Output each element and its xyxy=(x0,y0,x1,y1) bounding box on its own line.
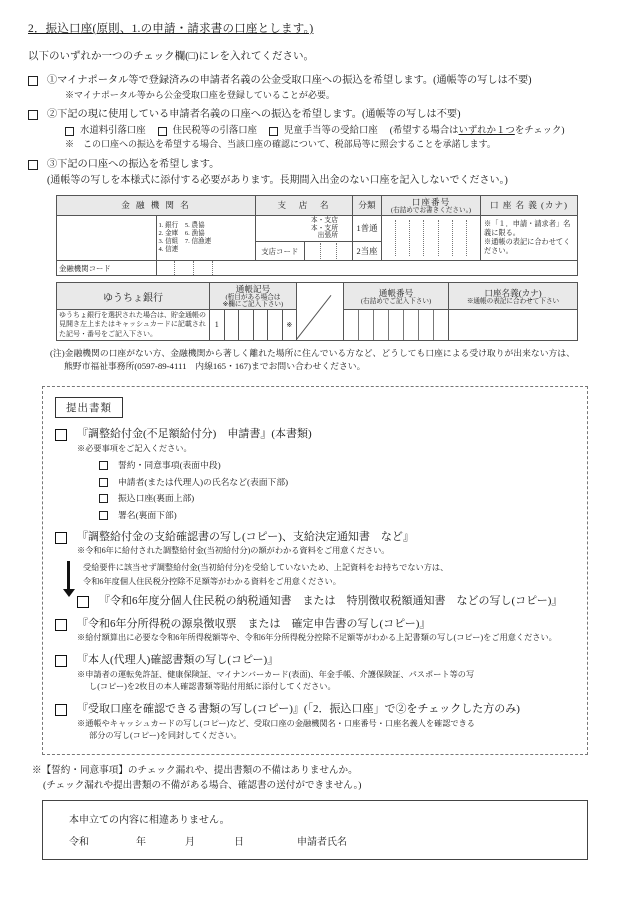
checkbox-signature[interactable] xyxy=(99,511,108,520)
footnote xyxy=(50,347,602,373)
header-institution-name: 金 融 機 関 名 xyxy=(57,195,256,215)
doc-3-title: 『令和6年分所得税の源泉徴収票 または 確定申告書の写し(コピー)』 xyxy=(77,618,431,631)
doc-item-application-form xyxy=(55,427,575,454)
option-3-row xyxy=(28,158,602,188)
yucho-number-label: 通帳番号 xyxy=(378,287,414,298)
doc-3-body xyxy=(77,617,557,644)
option-2-note: ※ この口座への振込を希望する場合、当該口座の確認について、税部局等に照会することを承諾します。 xyxy=(65,139,496,150)
kind-3: 3. 信組 xyxy=(158,237,179,245)
checkbox-doc-payment-confirmation[interactable] xyxy=(55,532,67,544)
choice-label-water: 水道料引落口座 xyxy=(80,125,146,136)
doc-4-body xyxy=(77,653,474,693)
doc-1-subitem-label-3: 署名(裏面下部) xyxy=(118,509,177,520)
yucho-symbol-header xyxy=(210,283,297,310)
submit-documents-tag: 提出書類 xyxy=(55,397,123,418)
header-branch-name: 支 店 名 xyxy=(256,195,353,215)
doc-1-subitem-pledge xyxy=(89,458,575,471)
down-arrow-icon xyxy=(63,561,75,589)
declaration-era: 令和 xyxy=(69,837,89,849)
yucho-symbol-digit-1[interactable] xyxy=(224,309,239,340)
doc-item-residence-tax-notice xyxy=(77,594,575,608)
option-1-body xyxy=(47,74,532,101)
bank-table-body-row-1 xyxy=(57,215,578,241)
header-account-number xyxy=(382,195,481,215)
declaration-day[interactable]: 日 xyxy=(234,837,244,849)
doc-item-identity-verification xyxy=(55,653,575,693)
declaration-applicant-name-label: 申請者氏名 xyxy=(297,837,347,849)
yucho-symbol-digit-2[interactable] xyxy=(239,309,254,340)
option-2-body xyxy=(47,108,565,151)
doc-4-note-2: し(コピー)を2枚目の本人確認書類等貼付用紙に添付してください。 xyxy=(89,682,336,692)
choice-tail-emphasis: いずれか１つ xyxy=(458,125,515,136)
choice-tail-suffix: をチェック) xyxy=(514,125,565,136)
doc-1-body xyxy=(77,427,312,454)
doc-2-arrow-note-1: 受給要件に該当せず調整給付金(当初給付分)を受給していないため、上記資料をお持ちでない方は、 xyxy=(83,562,449,572)
branch-code-label: 支店コード xyxy=(256,242,305,261)
kind-4: 4. 信連 xyxy=(158,245,179,253)
doc-item-payment-confirmation xyxy=(55,530,575,557)
checkbox-water-bill-account[interactable] xyxy=(65,127,74,136)
yucho-bank-name: ゆうちょ銀行 xyxy=(57,283,210,310)
checkbox-doc-receiving-account-proof[interactable] xyxy=(55,704,67,716)
header-account-number-label: 口座番号 xyxy=(411,196,451,207)
yucho-bank-note-text: ゆうちょ銀行を選択された場合は、貯金通帳の見開き左上またはキャッシュカードに記載された記号・番号をご記入下さい。 xyxy=(59,311,206,338)
checkbox-option-3[interactable] xyxy=(28,160,38,170)
yucho-number-header xyxy=(344,283,449,310)
option-3-body xyxy=(47,158,508,188)
account-holder-input[interactable] xyxy=(481,215,578,260)
option-1-label: ①マイナポータル等で登録済みの申請者名義の公金受取口座への振込を希望します。(通帳等の写しは不要) xyxy=(47,75,532,86)
yucho-name-header xyxy=(449,283,578,310)
footnote-line-1: (注)金融機関の口座がない方、金融機関から著しく離れた場所に住んでいる方など、どうしても口座による受け取りが出来ない方は、 xyxy=(50,347,575,358)
yucho-symbol-label: 通帳記号 xyxy=(235,284,271,295)
doc-2-arrow-doc-body xyxy=(99,594,562,608)
doc-5-note-1: ※通帳やキャッシュカードの写し(コピー)など、受取口座の金融機関名・口座番号・口座名義人を確認できる xyxy=(77,718,475,728)
account-holder-note-1: ※「１．申請・請求者」名義に限る。 xyxy=(484,219,571,237)
yucho-holder-input[interactable] xyxy=(449,309,578,340)
doc-2-arrow-doc-title: 『令和6年度分個人住民税の納税通知書 または 特別徴収税額通知書 などの写し(コピー)』 xyxy=(99,594,563,607)
checkbox-child-allowance-account[interactable] xyxy=(269,127,278,136)
doc-1-subitem-applicant-name xyxy=(89,475,575,488)
choice-label-child-allowance: 児童手当等の受給口座 xyxy=(284,125,378,136)
doc-1-subitem-transfer-account xyxy=(89,491,575,504)
kind-list-body xyxy=(157,221,256,255)
doc-4-title: 『本人(代理人)確認書類の写し(コピー)』 xyxy=(77,654,279,667)
checkbox-doc-residence-tax-notice[interactable] xyxy=(77,596,89,608)
doc-2-note: ※令和6年に給付された調整給付金(当初給付分)の額がわかる資料をご用意ください。 xyxy=(77,545,390,555)
section-title: 2．振込口座(原則、1.の申請・請求書の口座とします。) xyxy=(28,23,314,35)
kind-6: 6. 漁協 xyxy=(184,229,205,237)
bank-table-header-row xyxy=(57,195,578,215)
account-holder-notes xyxy=(481,218,577,258)
checkbox-resident-tax-account[interactable] xyxy=(158,127,167,136)
doc-1-note: ※必要事項をご記入ください。 xyxy=(77,443,192,453)
section-lead: 以下のいずれか一つのチェック欄(□)にレを入れてください。 xyxy=(28,51,315,62)
option-2-label: ②下記の現に使用している申請者名義の口座への振込を希望します。(通帳等の写しは不要) xyxy=(47,108,461,120)
checkbox-doc-application-form[interactable] xyxy=(55,429,67,441)
account-kind-touza[interactable]: 2当座 xyxy=(353,242,382,261)
doc-1-subitem-label-1: 申請者(または代理人)の氏名など(表面下部) xyxy=(118,476,289,487)
branch-type-3: 出張所 xyxy=(317,232,338,240)
account-kind-futsu[interactable]: 1普通 xyxy=(353,215,382,241)
declaration-text: 本申立ての内容に相違ありません。 xyxy=(69,815,230,827)
doc-2-title: 『調整給付金の支給確認書の写し(コピー)、支給決定通知書 など』 xyxy=(77,530,414,543)
header-account-number-note: (右詰めでお書きください。) xyxy=(390,206,472,214)
kind-1: 1. 銀行 xyxy=(158,221,179,229)
warning-line-2: (チェック漏れや提出書類の不備がある場合、確認書の送付ができません。) xyxy=(43,779,362,791)
checkbox-pledge-consent[interactable] xyxy=(99,461,108,470)
branch-code-input[interactable] xyxy=(304,242,353,261)
yucho-bank-note xyxy=(57,309,210,340)
yucho-number-note: (右詰めでご記入下さい) xyxy=(360,297,432,305)
yucho-symbol-prefix: 1 xyxy=(210,309,225,340)
option-1-row xyxy=(28,74,602,101)
option-2-choices xyxy=(65,125,565,138)
institution-kind-list xyxy=(156,215,256,260)
yucho-bank-table xyxy=(56,282,578,341)
branch-type-1: 本・支店 xyxy=(310,216,338,224)
yucho-symbol-extra-mark[interactable]: ※ xyxy=(282,309,297,340)
account-number-input[interactable] xyxy=(382,215,481,260)
bank-account-table xyxy=(56,195,578,276)
doc-5-title: 『受取口座を確認できる書類の写し(コピー)』(「2．振込口座」で②をチェックした方のみ) xyxy=(77,703,520,716)
submit-documents-box xyxy=(42,386,588,755)
doc-4-note-1: ※申請者の運転免許証、健康保険証、マイナンバーカード(表面)、年金手帳、介護保険証、パスポート等の写 xyxy=(77,669,475,679)
doc-1-title: 『調整給付金(不足額給付分) 申請書』(本書類) xyxy=(77,428,312,441)
doc-2-arrow-note-2: 令和6年度個人住民税分控除不足額等がわかる資料をご用意ください。 xyxy=(83,576,341,586)
choice-tail-prefix: (希望する場合は xyxy=(389,125,459,136)
doc-3-note: ※給付額算出に必要な令和6年所得税額等や、令和6年分所得税分控除不足額等がわかる上記書類の写し(コピー)をご用意ください。 xyxy=(77,633,557,643)
yucho-symbol-note: (桁目がある場合は ※欄にご記入下さい) xyxy=(222,294,284,309)
choice-label-resident-tax: 住民税等の引落口座 xyxy=(172,125,258,136)
doc-item-receiving-account-proof xyxy=(55,702,575,742)
yucho-header-row xyxy=(57,283,578,310)
kind-5: 5. 農協 xyxy=(184,221,205,229)
yucho-number-input[interactable] xyxy=(344,309,449,340)
declaration-month[interactable]: 月 xyxy=(185,837,195,849)
bank-table-code-row xyxy=(57,261,578,276)
yucho-blank-diagonal xyxy=(297,283,344,341)
option-1-note: ※マイナポータル等から公金受取口座を登録していることが必要。 xyxy=(65,89,335,100)
footnote-line-2: 熊野市福祉事務所(0597-89-4111 内線165・167)までお問い合わせください。 xyxy=(64,360,366,371)
institution-code-label: 金融機関コード xyxy=(57,261,157,276)
doc-1-subitem-label-0: 誓約・同意事項(表面中段) xyxy=(118,460,221,471)
branch-type-2: 本・支所 xyxy=(310,224,338,232)
yucho-symbol-digit-3[interactable] xyxy=(253,309,268,340)
declaration-signature-line xyxy=(69,833,347,848)
institution-name-input[interactable] xyxy=(57,215,157,260)
kind-2: 2. 金庫 xyxy=(158,229,179,237)
yucho-name-note: ※通帳の表記に合わせて下さい xyxy=(466,297,560,305)
checkbox-applicant-name[interactable] xyxy=(99,478,108,487)
kind-7: 7. 信漁連 xyxy=(184,237,212,245)
checkbox-option-2[interactable] xyxy=(28,110,38,120)
doc-5-body xyxy=(77,702,520,742)
doc-5-note-2: 部分の写し(コピー)を同封してください。 xyxy=(89,731,242,741)
doc-1-subitem-label-2: 振込口座(裏面上部) xyxy=(118,493,195,504)
branch-name-input[interactable] xyxy=(256,215,353,241)
checkbox-doc-income-tax-withholding[interactable] xyxy=(55,619,67,631)
checkbox-option-1[interactable] xyxy=(28,76,38,86)
institution-code-input[interactable] xyxy=(156,261,578,276)
doc-2-arrow-notes xyxy=(83,561,448,589)
warning-note xyxy=(32,764,598,793)
option-3-note: (通帳等の写しを本様式に添付する必要があります。長期間入出金のない口座を記入しないでください。) xyxy=(47,175,508,187)
declaration-year[interactable]: 年 xyxy=(136,837,146,849)
checkbox-doc-identity-verification[interactable] xyxy=(55,655,67,667)
doc-2-arrow-block xyxy=(55,561,575,589)
option-2-row xyxy=(28,108,602,151)
option-3-label: ③下記の口座への振込を希望します。 xyxy=(47,158,220,170)
doc-2-body xyxy=(77,530,414,557)
account-holder-note-2: ※通帳の表記に合わせてください。 xyxy=(484,237,571,255)
branch-type-list xyxy=(256,216,352,241)
doc-item-income-tax-withholding xyxy=(55,617,575,644)
warning-line-1: ※【誓約・同意事項】のチェック漏れや、提出書類の不備はありませんか。 xyxy=(32,765,358,777)
header-account-kind: 分類 xyxy=(353,195,382,215)
doc-1-subitem-signature xyxy=(89,508,575,521)
checkbox-transfer-account[interactable] xyxy=(99,494,108,503)
header-account-holder: 口 座 名 義 (カナ) xyxy=(481,195,578,215)
declaration-box xyxy=(42,800,588,860)
yucho-name-label: 口座名義(カナ) xyxy=(484,287,542,298)
yucho-symbol-digit-4[interactable] xyxy=(268,309,283,340)
